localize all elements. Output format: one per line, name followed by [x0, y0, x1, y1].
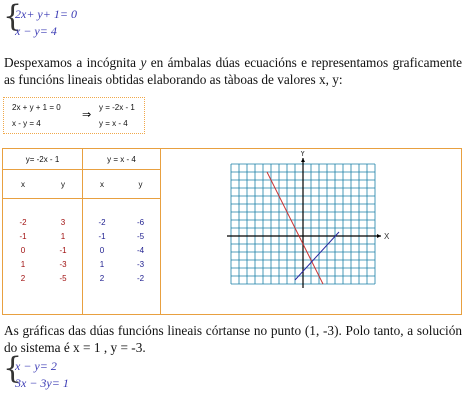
coordinate-graph [223, 151, 423, 311]
table-cell: 3 [60, 218, 66, 227]
table-cell: 1 [99, 260, 105, 269]
intro-var: y [140, 55, 147, 70]
x-axis-label: X [384, 232, 390, 241]
table-header-1: y= -2x - 1 [25, 155, 60, 164]
intro-text-2: en ámbalas dúas ecuacións e representamos graficamente as funcións lineais obtidas elaborando as tàboas de valores x, y: [4, 55, 462, 87]
table-cell: -1 [98, 232, 106, 241]
subheader-y2: y [138, 180, 143, 189]
table-cell: -3 [59, 260, 67, 269]
table-cell: 1 [60, 232, 66, 241]
table-cell: 2 [99, 274, 105, 283]
subheader-x2: x [100, 180, 104, 189]
equation-box [3, 97, 145, 134]
x-axis-arrow [377, 234, 381, 238]
implies-arrow: ⇒ [82, 108, 92, 121]
intro-text-1: Despexamos a incógnita [4, 55, 141, 70]
eqbox-left2: x - y = 4 [12, 119, 41, 128]
values-table-and-graph [2, 148, 462, 315]
table-cell: -4 [136, 246, 145, 255]
system2-eq1: x − y= 2 [15, 359, 57, 373]
left-brace: { [3, 0, 23, 34]
conclusion-paragraph: As gráficas das dúas funcións lineais córtanse no punto (1, -3). Polo tanto, a solución do sistema é x = 1 , y = -3. [4, 323, 462, 355]
table-cell: -1 [59, 246, 67, 255]
table-cell: -2 [136, 274, 145, 283]
table-header-2: y = x - 4 [107, 155, 136, 164]
table-cell: 0 [99, 246, 105, 255]
divider [160, 149, 161, 314]
y-axis-arrow [301, 158, 305, 162]
system1-eq2: x − y= 4 [15, 24, 57, 38]
subheader-y1: y [61, 180, 65, 189]
table-cell: 0 [20, 246, 26, 255]
table-cell: -5 [59, 274, 67, 283]
divider [3, 198, 160, 199]
eqbox-left1: 2x + y + 1 = 0 [12, 103, 61, 112]
table-cell: -3 [136, 260, 145, 269]
system1-eq1: 2x+ y+ 1= 0 [15, 7, 77, 21]
axes [227, 158, 381, 288]
subheader-x1: x [21, 180, 25, 189]
table-cell: -1 [19, 232, 27, 241]
divider [3, 169, 160, 170]
left-brace: { [3, 351, 23, 386]
y-axis-label: Y [300, 151, 306, 158]
table-cell: -6 [136, 218, 145, 227]
table-cell: 2 [20, 274, 26, 283]
eqbox-right2: y = x - 4 [99, 119, 128, 128]
eqbox-right1: y = -2x - 1 [99, 103, 135, 112]
system2-eq2: 3x − 3y= 1 [15, 376, 69, 390]
table-cell: -2 [19, 218, 27, 227]
intro-paragraph [4, 54, 462, 88]
table-cell: -5 [136, 232, 145, 241]
table-cell: 1 [20, 260, 26, 269]
table-cell: -2 [98, 218, 106, 227]
